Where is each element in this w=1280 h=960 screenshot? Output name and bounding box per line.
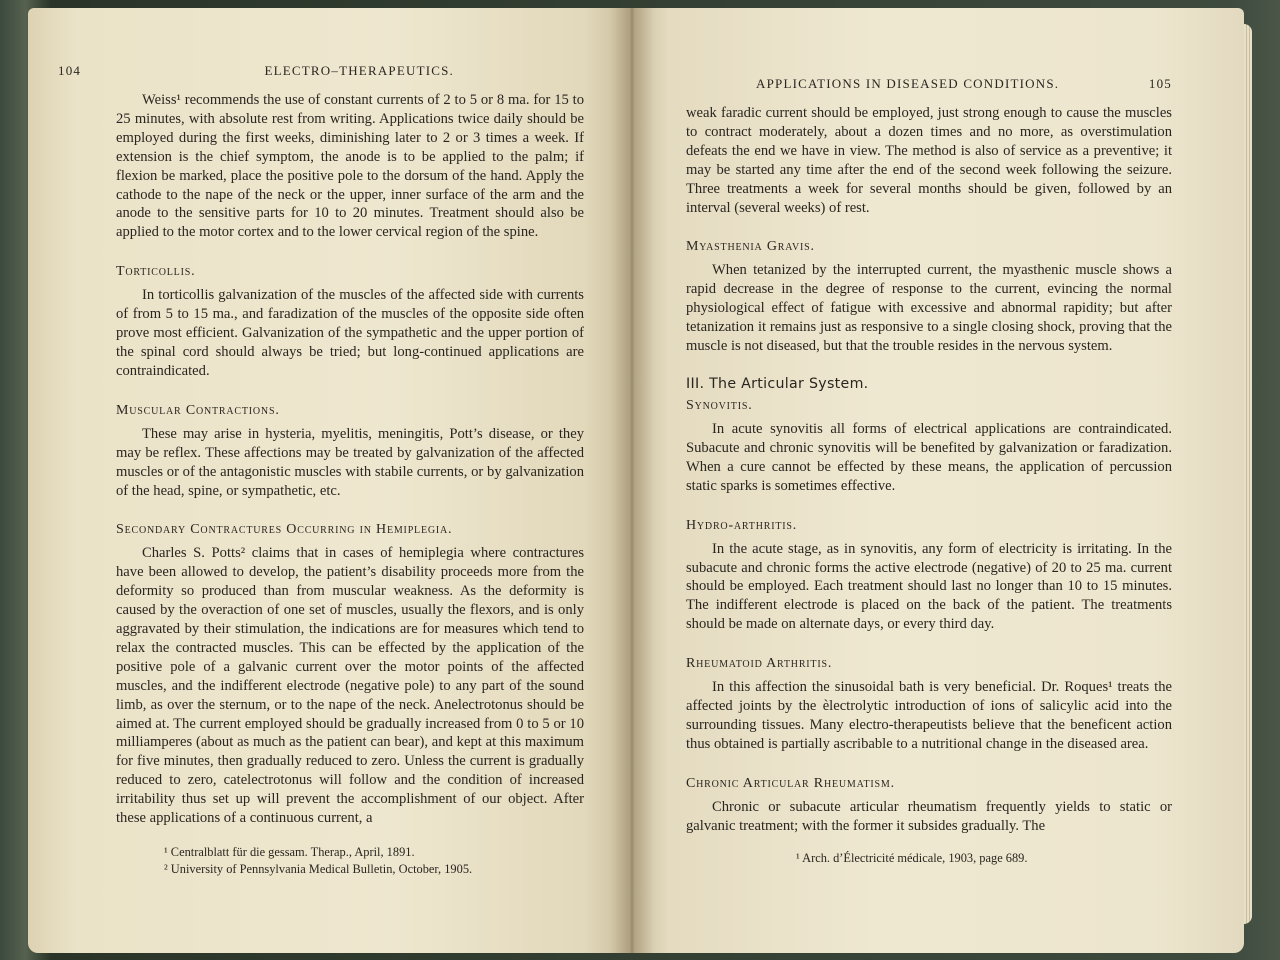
- section-body: Charles S. Potts² claims that in cases of hemiplegia where contractures have been allowed to develop, the patient’s disability proceeds more from the deformity so produced than from muscular weakness. As the deformity is caused by the overaction of one set of muscles, usually the flexors, and is only aggravated by their stimulation, the indications are for measures which tend to relax the contracted muscles. This can be effected by the application of the positive pole of a galvanic current over the motor points of the affected muscles, and the indifferent electrode (negative pole) to any part of the sound limb, as over the sternum, or to the nape of the neck. Anelectrotonus should be aimed at. The current employed should be gradually increased from 0 to 5 or 10 milliamperes (about as much as the patient can bear), and kept at this maximum for five minutes, then gradually reduced to zero. Unless the current is gradually reduced to zero, catelectrotonus will follow and the condition of increased irritability thus set up will prevent the accomplishment of our object. After these applications of a continuous current, a: [116, 545, 584, 827]
- right-footnotes: [686, 850, 1172, 867]
- footnote: ¹ Centralblatt für die gessam. Therap., April, 1891.: [164, 845, 415, 859]
- section-heading: Hydro-arthritis.: [686, 517, 798, 533]
- right-page: [632, 8, 1244, 953]
- section-heading: Muscular Contractions.: [116, 402, 280, 418]
- left-page-number: 104: [58, 63, 82, 78]
- footnote: ² University of Pennsylvania Medical Bulletin, October, 1905.: [164, 862, 473, 876]
- left-running-title: ELECTRO–THERAPEUTICS.: [264, 63, 454, 78]
- footnote: ¹ Arch. d’Électricité médicale, 1903, page 689.: [796, 850, 1028, 865]
- section-heading: Secondary Contractures Occurring in Hemiplegia.: [116, 522, 453, 538]
- intro-paragraph: Weiss¹ recommends the use of constant currents of 2 to 5 or 8 ma. for 15 to 25 minutes, with absolute rest from writing. Applications twice daily should be employed during the first weeks, diminishing later to 2 or 3 times a week. If extension is the chief symptom, the anode is to be applied to the palm; if flexion be marked, place the positive pole to the dorsum of the hand. Apply the cathode to the nape of the neck or the upper, inner surface of the arm and the anode to the sensitive parts for 10 to 20 minutes. Treatment should also be applied to the motor cortex and to the lower cervical region of the spine.: [116, 92, 584, 241]
- section-heading: Chronic Articular Rheumatism.: [686, 775, 895, 791]
- right-running-head: [686, 76, 1172, 92]
- left-page: [28, 8, 632, 953]
- section-body: When tetanized by the interrupted current, the myasthenic muscle shows a rapid decrease in the degree of response to the current, evincing the normal physiological effect of fatigue with excessive and abnormal rapidity; but after tetanization it remains just as responsive to a single closing shock, proving that the muscle is not diseased, but that the trouble resides in the nervous system.: [686, 262, 1172, 355]
- part-heading: III. The Articular System.: [686, 375, 869, 392]
- section-body: In the acute stage, as in synovitis, any form of electricity is irritating. In the subacute and chronic forms the active electrode (negative) of 20 to 25 ma. current should be employed. Each treatment should last no longer than 10 to 15 minutes. The indifferent electrode is placed on the back of the patient. The treatments should be made on alternate days, or every third day.: [686, 540, 1172, 633]
- section-body: In acute synovitis all forms of electrical applications are contraindicated. Subacute and chronic synovitis will be benefited by galvanization or faradization. When a cure cannot be effected by these means, the application of percussion static sparks is sometimes effective.: [686, 420, 1172, 494]
- left-footnotes: [116, 844, 584, 878]
- section-body: In torticollis galvanization of the muscles of the affected side with currents of from 5 to 15 ma., and faradization of the muscles of the opposite side often prove most efficient. Galvanization of the sympathetic and the upper portion of the spinal cord should always be tried; but long-continued applications are contraindicated.: [116, 287, 584, 379]
- right-page-number: 105: [1148, 76, 1172, 91]
- section-heading: Rheumatoid Arthritis.: [686, 656, 833, 672]
- left-running-head: [58, 63, 584, 79]
- section-heading: Synovitis.: [686, 397, 753, 413]
- continuation-paragraph: weak faradic current should be employed, just strong enough to cause the muscles to contract moderately, about a dozen times and no more, as overstimulation defeats the end we have in view. The method is also of service as a preventive; it may be started any time after the end of the second week following the seizure. Three treatments a week for several months should be given, followed by an interval (several weeks) of rest.: [686, 105, 1172, 216]
- section-heading: Torticollis.: [116, 264, 196, 280]
- section-body: Chronic or subacute articular rheumatism frequently yields to static or galvanic treatment; with the former it subsides gradually. The: [686, 798, 1172, 834]
- section-heading: Myasthenia Gravis.: [686, 239, 815, 255]
- right-running-title: APPLICATIONS IN DISEASED CONDITIONS.: [756, 76, 1060, 91]
- section-body: These may arise in hysteria, myelitis, meningitis, Pott’s disease, or they may be reflex. These affections may be treated by galvanization of the affected muscles or of the antagonistic muscles with stabile currents, or by galvanization of the head, spine, or sympathetic, etc.: [116, 425, 584, 499]
- section-body: In this affection the sinusoidal bath is very beneficial. Dr. Roques¹ treats the affected joints by the èlectrolytic introduction of ions of salicylic acid into the surrounding tissues. Many electro-therapeutists believe that the beneficent action thus obtained is partially ascribable to a nutritional change in the diseased area.: [686, 679, 1172, 752]
